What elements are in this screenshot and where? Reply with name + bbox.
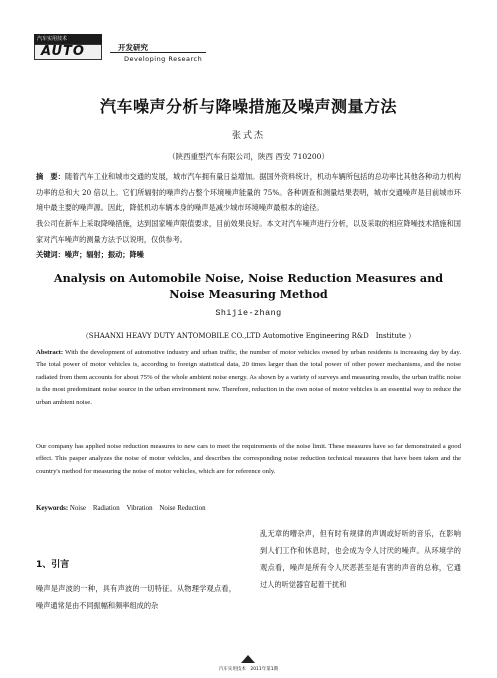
section-label-cn: 开发研究: [118, 43, 148, 52]
keywords-en: [36, 502, 461, 512]
section-heading: 1、引言: [36, 560, 70, 570]
section-label-en: Developing Research: [124, 55, 203, 63]
abstract-en: [36, 347, 461, 409]
abstract-en-para2: Our company has applied noise reduction measures to new cars to meet the requirements of the noise limit. These measures have so far demonstrated a good effect. This pasper analyzes the noise of motor vehicles, and describes the corresponding noise reduction technical measures that have been taken and the country's method for measuring the noise of motor vehicles, which are for reference only.: [36, 443, 461, 475]
page-marker-icon: [241, 655, 255, 663]
page-footer: 汽车实用技术 2011年第1期: [218, 667, 279, 672]
affiliation-cn: （陕西重型汽车有限公司，陕西 西安 710200）: [168, 152, 329, 161]
abstract-cn-para2: 我公司在新车上采取降噪措施，达到国家噪声限值要求，目前效果良好。本文对汽车噪声进行分析，以及采取的相应降噪技术措施和国家对汽车噪声的测量方法予以说明，仅供参考。: [36, 219, 461, 244]
paper-title-cn: 汽车噪声分析与降噪措施及噪声测量方法: [99, 97, 397, 116]
author-en: Shijie-zhang: [215, 308, 282, 318]
abstract-en-label: Abstract:: [36, 349, 64, 356]
author-cn: 张式杰: [231, 131, 265, 141]
keywords-cn-text: 噪声；辐射；振动；降噪: [64, 250, 144, 259]
journal-logo: AUTO: [34, 44, 102, 60]
keywords-en-label: Keywords:: [36, 505, 69, 512]
keywords-cn: [36, 247, 461, 262]
keywords-en-text: Noise Radiation Vibration Noise Reduction: [68, 505, 206, 512]
journal-logo-banner: 汽车实用技术: [34, 34, 102, 44]
affiliation-en: （SHAANXI HEAVY DUTY ANTOMOBILE CO.,LTD Automotive Engineering R&D Institute ）: [81, 332, 416, 340]
abstract-en-text: With the development of automotive industry and urban traffic, the number of motor vehicles owned by urban residents is increasing day by day. The total power of motor vehicles is, according to foreign statistical data, 20 times larger than the total power of other power mechanisms, and the noise radiated from them accounts for about 75% of the whole ambient noise energy. As shown by a variety of surveys and measuring results, the urban traffic noise is the most predominant noise source in the urban environment now. Therefore, reduction in the own noise of motor vehicles is an essential way to reduce the urban ambient noise.: [36, 349, 461, 406]
keywords-cn-label: 关键词：: [36, 250, 65, 259]
body-right-column: 乱无章的嘈杂声，但有时有规律的声调或好听的音乐，在影响到人们工作和休息时，也会成为令人讨厌的噪声。从环境学的观点看，噪声是所有令人厌恶甚至是有害的声音的总称，它通过人的听觉器官起着干扰和: [260, 529, 461, 589]
body-left-column: 噪声是声波的一种，具有声波的一切特征。从物理学观点看，噪声通常是由不同振幅和频率组成的杂: [36, 584, 236, 610]
paper-title-en: Analysis on Automobile Noise, Noise Reduction Measures and Noise Measuring Method: [53, 271, 444, 301]
abstract-cn-label: 摘 要：: [36, 172, 65, 181]
header-divider: [110, 52, 206, 53]
abstract-cn-text: 随着汽车工业和城市交通的发展，城市汽车拥有量日益增加。据国外资料统计，机动车辆所包括的总功率比其他各种动力机构功率的总和大 20 倍以上。它们所辐射的噪声约占整个环境噪声能量的 75%。各种调查和测量结果表明，城市交通噪声是目前城市环境中最主要的噪声源。因此，降低机动车辆本身的噪声是减少城市环境噪声最根本的途径。: [36, 172, 461, 213]
abstract-cn: [36, 169, 461, 216]
